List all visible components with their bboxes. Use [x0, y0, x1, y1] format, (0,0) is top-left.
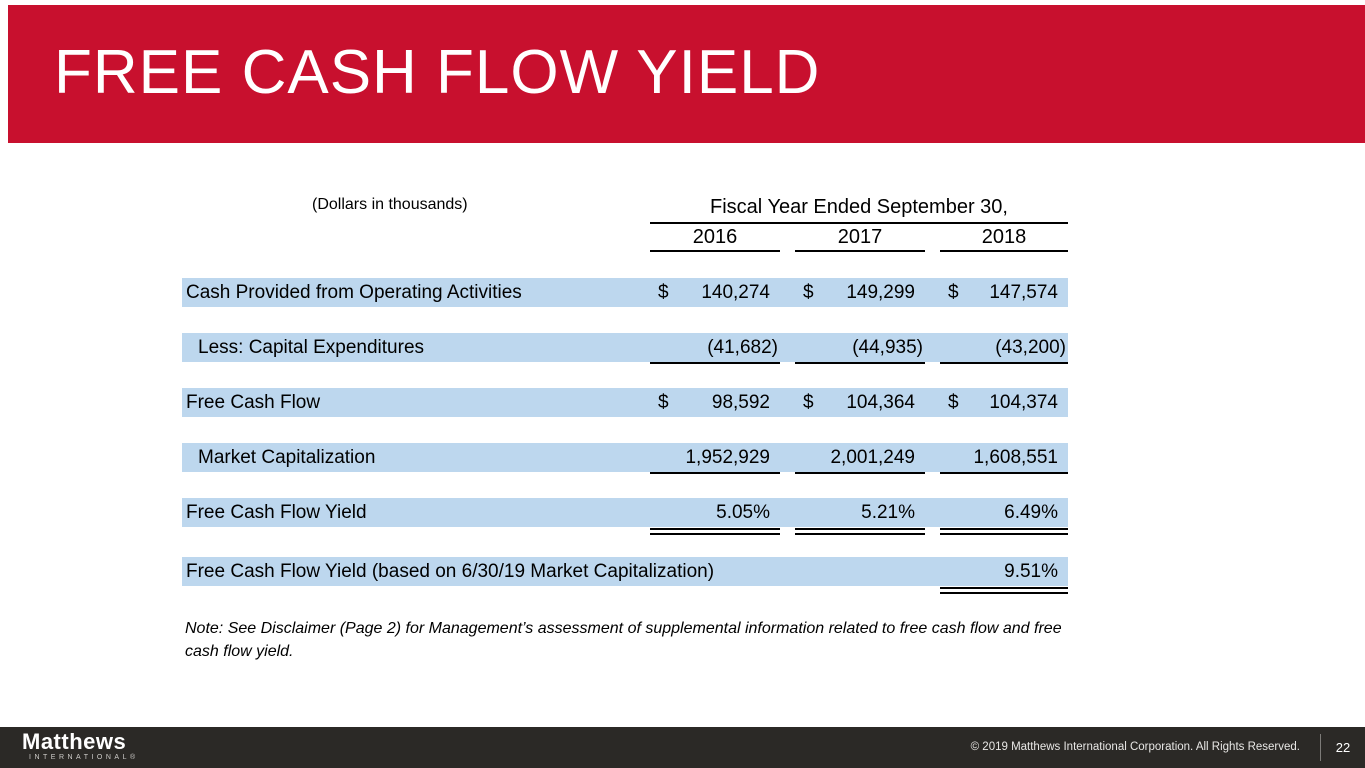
year-2017: 2017 — [837, 226, 883, 248]
double-underline — [650, 528, 780, 535]
currency-symbol: $ — [948, 282, 959, 303]
cell-value: 1,952,929 — [685, 447, 770, 468]
table-row — [182, 333, 1068, 362]
note-text: Note: See Disclaimer (Page 2) for Management’s assessment of supplemental information related to free cash flow and free cash flow yield. — [185, 620, 1062, 660]
cell-2016 — [650, 498, 780, 527]
row-label: Cash Provided from Operating Activities — [186, 282, 522, 303]
row-label: Free Cash Flow Yield — [186, 502, 367, 523]
year-underline — [650, 250, 780, 252]
matthews-logo — [22, 730, 139, 762]
page-title: FREE CASH FLOW YIELD — [54, 38, 821, 107]
cell-2016 — [650, 557, 780, 586]
currency-symbol: $ — [803, 282, 814, 303]
year-2018: 2018 — [981, 226, 1027, 248]
cell-value: (41,682) — [707, 337, 778, 358]
single-underline — [795, 472, 925, 474]
row-label: Market Capitalization — [198, 447, 376, 468]
cell-value: 147,574 — [989, 282, 1058, 303]
cell-2018 — [940, 443, 1068, 472]
cell-value: 140,274 — [701, 282, 770, 303]
page-number: 22 — [1335, 740, 1351, 755]
double-underline — [940, 528, 1068, 535]
year-underline — [940, 250, 1068, 252]
cell-2018 — [940, 388, 1068, 417]
table-row — [182, 388, 1068, 417]
title-banner — [8, 5, 1365, 143]
cell-2018 — [940, 278, 1068, 307]
cell-2017 — [795, 333, 925, 362]
cell-value: 9.51% — [1004, 561, 1058, 582]
cell-value: 149,299 — [846, 282, 915, 303]
row-label: Free Cash Flow — [186, 392, 321, 413]
cell-2018 — [940, 333, 1068, 362]
cell-value: 2,001,249 — [830, 447, 915, 468]
currency-symbol: $ — [803, 392, 814, 413]
cell-2018 — [940, 498, 1068, 527]
single-underline — [650, 472, 780, 474]
copyright-text: © 2019 Matthews International Corporation. All Rights Reserved. — [970, 741, 1300, 753]
period-header: Fiscal Year Ended September 30, — [710, 196, 1008, 218]
cell-2017 — [795, 443, 925, 472]
year-underline — [795, 250, 925, 252]
single-underline — [795, 362, 925, 364]
cell-value: 5.21% — [861, 502, 915, 523]
table-row — [182, 557, 1068, 586]
cell-2017 — [795, 498, 925, 527]
single-underline — [650, 362, 780, 364]
table-header — [182, 196, 1068, 256]
cell-value: 1,608,551 — [973, 447, 1058, 468]
double-underline — [940, 587, 1068, 594]
table-row — [182, 498, 1068, 527]
currency-symbol: $ — [948, 392, 959, 413]
cell-2018 — [940, 557, 1068, 586]
cell-2017 — [795, 557, 925, 586]
footer-divider — [1320, 734, 1321, 761]
cell-2016 — [650, 388, 780, 417]
cell-value: 104,364 — [846, 392, 915, 413]
cell-value: 5.05% — [716, 502, 770, 523]
cell-2016 — [650, 443, 780, 472]
cell-value: 6.49% — [1004, 502, 1058, 523]
table-row — [182, 443, 1068, 472]
cell-value: 104,374 — [989, 392, 1058, 413]
logo-primary-text: Matthews — [22, 729, 127, 754]
cell-2017 — [795, 278, 925, 307]
single-underline — [940, 362, 1068, 364]
year-2016: 2016 — [692, 226, 738, 248]
currency-symbol: $ — [658, 282, 669, 303]
units-label: (Dollars in thousands) — [312, 196, 468, 213]
double-underline — [795, 528, 925, 535]
cell-value: (44,935) — [852, 337, 923, 358]
single-underline — [940, 472, 1068, 474]
footer-bar — [0, 727, 1365, 768]
logo-secondary-text: INTERNATIONAL® — [29, 754, 139, 761]
table-row — [182, 278, 1068, 307]
currency-symbol: $ — [658, 392, 669, 413]
cell-value: (43,200) — [995, 337, 1066, 358]
row-label: Free Cash Flow Yield (based on 6/30/19 Market Capitalization) — [186, 561, 715, 582]
cell-2016 — [650, 278, 780, 307]
cell-2017 — [795, 388, 925, 417]
cell-value: 98,592 — [711, 392, 770, 413]
row-label: Less: Capital Expenditures — [198, 337, 425, 358]
cell-2016 — [650, 333, 780, 362]
